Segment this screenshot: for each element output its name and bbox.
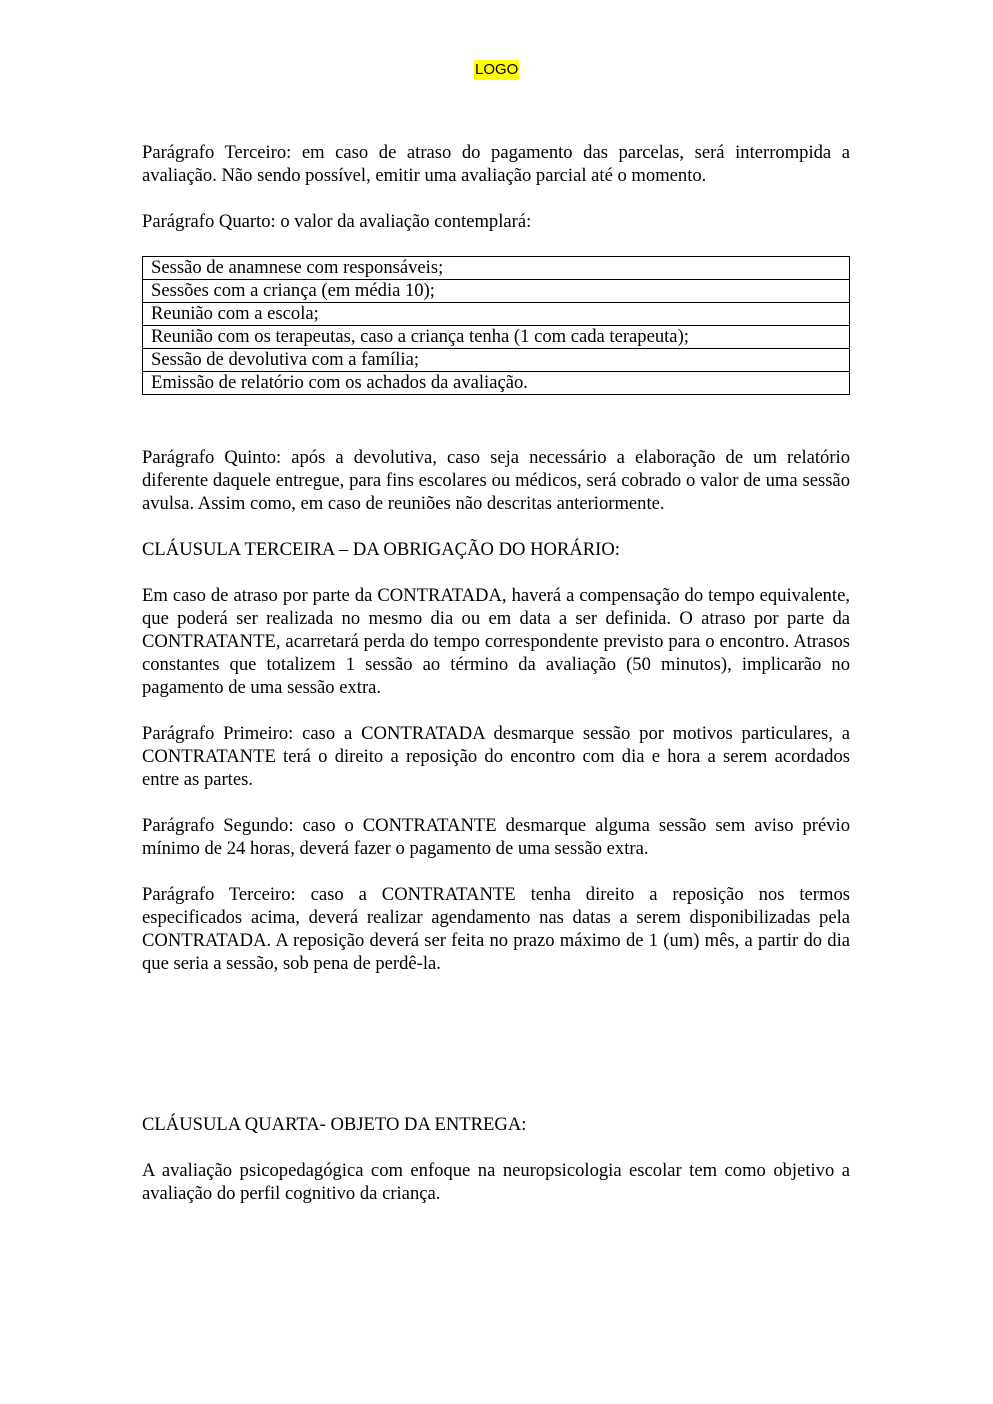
table-row xyxy=(143,326,850,349)
table-cell: Sessão de anamnese com responsáveis; xyxy=(143,257,850,280)
clause-3-title: CLÁUSULA TERCEIRA – DA OBRIGAÇÃO DO HORÁRIO: xyxy=(142,539,620,560)
table-cell: Emissão de relatório com os achados da avaliação. xyxy=(143,372,850,395)
clause-3-paragraph-terceiro: Parágrafo Terceiro: caso a CONTRATANTE tenha direito a reposição nos termos especificados acima, deverá realizar agendamento nas datas a serem disponibilizadas pela CONTRATADA. A reposição deverá ser feita no prazo máximo de 1 (um) mês, a partir do dia que seria a sessão, sob pena de perdê-la. xyxy=(142,884,850,974)
clause-3-paragraph-primeiro: Parágrafo Primeiro: caso a CONTRATADA desmarque sessão por motivos particulares, a CONTRATANTE terá o direito a reposição do encontro com dia e hora a serem acordados entre as partes. xyxy=(142,723,850,790)
paragraph-quarto: Parágrafo Quarto: o valor da avaliação contemplará: xyxy=(142,211,532,232)
table-row xyxy=(143,372,850,395)
clause-4-body: A avaliação psicopedagógica com enfoque na neuropsicologia escolar tem como objetivo a avaliação do perfil cognitivo da criança. xyxy=(142,1160,850,1204)
table-row xyxy=(143,257,850,280)
paragraph-quinto: Parágrafo Quinto: após a devolutiva, caso seja necessário a elaboração de um relatório diferente daquele entregue, para fins escolares ou médicos, será cobrado o valor de uma sessão avulsa. Assim como, em caso de reuniões não descritas anteriormente. xyxy=(142,447,850,514)
clause-4-title: CLÁUSULA QUARTA- OBJETO DA ENTREGA: xyxy=(142,1114,527,1135)
table-cell: Reunião com os terapeutas, caso a criança tenha (1 com cada terapeuta); xyxy=(143,326,850,349)
clause-3-paragraph-segundo: Parágrafo Segundo: caso o CONTRATANTE desmarque alguma sessão sem aviso prévio mínimo de 24 horas, deverá fazer o pagamento de uma sessão extra. xyxy=(142,815,850,859)
table-row xyxy=(143,303,850,326)
logo-placeholder: LOGO xyxy=(475,61,519,78)
paragraph-terceiro-pagamento: Parágrafo Terceiro: em caso de atraso do pagamento das parcelas, será interrompida a avaliação. Não sendo possível, emitir uma avaliação parcial até o momento. xyxy=(142,142,850,186)
table-cell: Reunião com a escola; xyxy=(143,303,850,326)
table-row xyxy=(143,349,850,372)
table-cell: Sessão de devolutiva com a família; xyxy=(143,349,850,372)
services-table xyxy=(142,256,850,395)
clause-3-body: Em caso de atraso por parte da CONTRATADA, haverá a compensação do tempo equivalente, que poderá ser realizada no mesmo dia ou em data a ser definida. O atraso por parte da CONTRATANTE, acarretará perda do tempo correspondente previsto para o encontro. Atrasos constantes que totalizem 1 sessão ao término da avaliação (50 minutos), implicarão no pagamento de uma sessão extra. xyxy=(142,585,850,698)
table-cell: Sessões com a criança (em média 10); xyxy=(143,280,850,303)
table-row xyxy=(143,280,850,303)
